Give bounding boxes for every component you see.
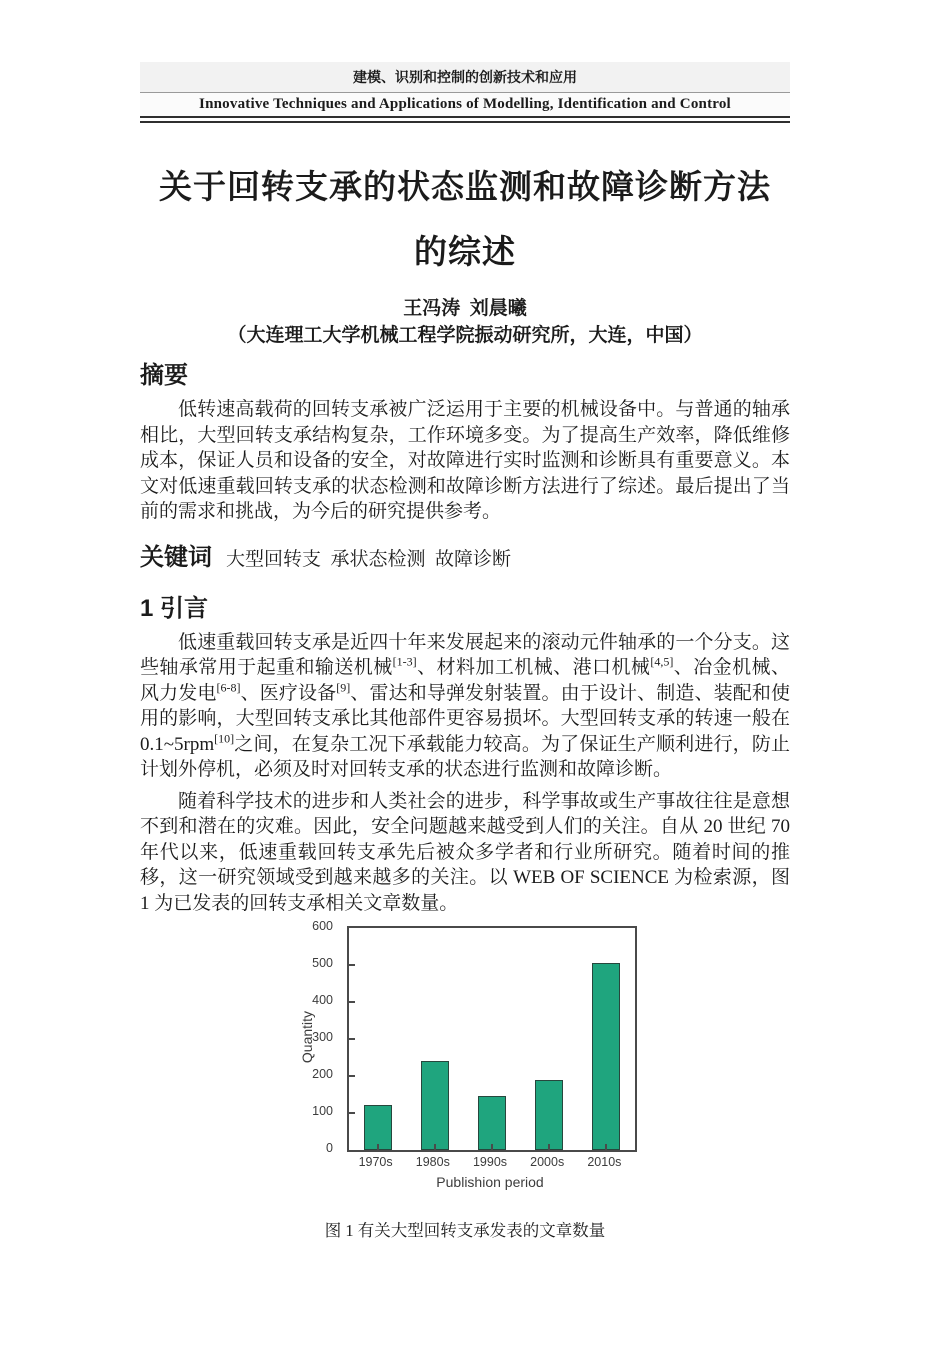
bar-2010s	[592, 963, 620, 1150]
keywords-heading: 关键词	[140, 543, 212, 571]
bar-1980s	[421, 1061, 449, 1151]
y-tick-mark	[349, 1038, 355, 1040]
paper-title-line2: 的综述	[414, 234, 516, 271]
x-tick-mark	[377, 1144, 379, 1150]
bar-1990s	[478, 1096, 506, 1151]
y-axis-ticks	[289, 919, 341, 1156]
reference-superscript: [1-3]	[392, 654, 417, 669]
running-header	[140, 62, 790, 123]
x-tick-mark	[548, 1144, 550, 1150]
x-tick-label: 2010s	[587, 1155, 622, 1170]
bar-2000s	[535, 1080, 563, 1150]
y-tick-mark	[349, 1075, 355, 1077]
text-run: 、雷达和导弹发射装置。由于设计、制造、装配和使用的影响，大型回转支承比其他部件更容易损坏。大型回转支承的转速一般在0.1~5rpm	[140, 682, 790, 755]
figure-1-caption: 图 1 有关大型回转支承发表的文章数量	[324, 1221, 606, 1241]
y-tick-label: 200	[312, 1067, 333, 1082]
y-tick-mark	[349, 1001, 355, 1003]
header-divider	[140, 116, 790, 123]
text-run: 随着科学技术的进步和人类社会的进步，科学事故或生产事故往往是意想不到和潜在的灾难。因此，安全问题越来越受到人们的关注。自从 20 世纪 70 年代以来，低速重载回转支承先后被众多学者和行业所研究。随着时间的推移，这一研究领域受到越来越多的关注。以 WEB OF SCIENCE 为检索源，图 1 为已发表的回转支承相关文章数量。	[140, 790, 790, 914]
reference-superscript: [9]	[336, 680, 351, 695]
section-1-heading: 1 引言	[140, 594, 209, 622]
figure-1	[140, 920, 790, 1242]
x-tick-label: 1990s	[472, 1155, 508, 1170]
text-run: 、医疗设备	[240, 682, 337, 704]
keywords-row	[140, 537, 790, 572]
x-tick-mark	[491, 1144, 493, 1150]
page	[140, 62, 790, 1242]
y-tick-label: 300	[312, 1030, 333, 1045]
x-tick-mark	[605, 1144, 607, 1150]
text-run: 、材料加工机械、港口机械	[416, 657, 651, 679]
keywords-text: 大型回转支 承状态检测 故障诊断	[226, 548, 512, 570]
plot-area	[347, 926, 637, 1152]
paper-title-line1: 关于回转支承的状态监测和故障诊断方法	[159, 170, 771, 206]
bar-chart	[289, 920, 641, 1212]
intro-paragraph-1	[140, 630, 790, 783]
abstract-text: 低转速高载荷的回转支承被广泛运用于主要的机械设备中。与普通的轴承相比，大型回转支承结构复杂，工作环境多变。为了提高生产效率，降低维修成本，保证人员和设备的安全，对故障进行实时监测和诊断具有重要意义。本文对低速重载回转支承的状态检测和故障诊断方法进行了综述。最后提出了当前的需求和挑战，为今后的研究提供参考。	[140, 399, 790, 523]
y-axis-label: Quantity	[299, 1011, 315, 1064]
authors: 王冯涛 刘晨曦	[403, 298, 527, 320]
x-tick-label: 1980s	[415, 1155, 450, 1170]
abstract-heading: 摘要	[140, 362, 188, 390]
y-tick-label: 100	[312, 1104, 333, 1119]
text-run: 、冶金机械、风力发电	[140, 657, 790, 704]
reference-superscript: [10]	[214, 731, 235, 746]
conference-title-en: Innovative Techniques and Applications of Modelling, Identification and Control	[140, 93, 790, 116]
y-tick-label: 400	[312, 993, 333, 1008]
conference-title-zh: 建模、识别和控制的创新技术和应用	[140, 62, 790, 93]
reference-superscript: [4,5]	[650, 654, 674, 669]
y-tick-label: 0	[326, 1141, 333, 1156]
intro-paragraph-2	[140, 789, 790, 917]
text-run: 低速重载回转支承是近四十年来发展起来的滚动元件轴承的一个分支。这些轴承常用于起重和输送机械	[140, 631, 790, 679]
x-axis-ticks	[347, 1152, 633, 1170]
text-run: 之间，在复杂工况下承载能力较高。为了保证生产顺利进行，防止计划外停机，必须及时对回转支承的状态进行监测和故障诊断。	[140, 733, 790, 781]
y-tick-label: 600	[312, 919, 333, 934]
paper-title	[140, 171, 790, 270]
y-tick-mark	[349, 964, 355, 966]
x-tick-label: 1970s	[358, 1155, 393, 1170]
x-axis-label: Publishion period	[436, 1174, 544, 1191]
x-tick-mark	[434, 1144, 436, 1150]
y-tick-label: 500	[312, 956, 333, 971]
y-tick-mark	[349, 1112, 355, 1114]
x-tick-label: 2000s	[530, 1155, 565, 1170]
affiliation: （大连理工大学机械工程学院振动研究所，大连，中国）	[227, 325, 703, 347]
reference-superscript: [6-8]	[216, 680, 241, 695]
